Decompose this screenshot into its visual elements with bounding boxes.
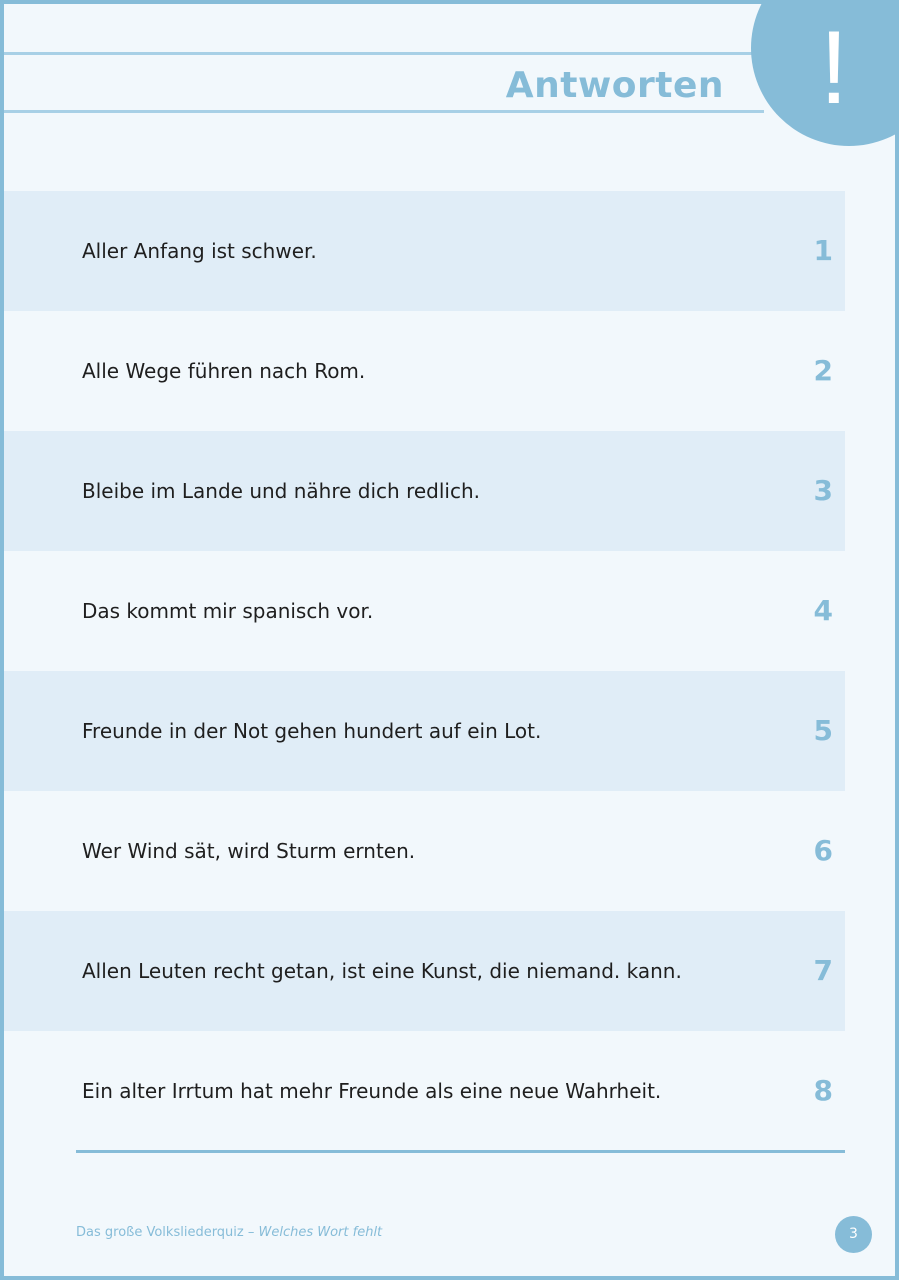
answer-text: Bleibe im Lande und nähre dich redlich. — [82, 479, 480, 503]
answer-row — [4, 1031, 845, 1151]
answer-list — [4, 191, 845, 1151]
answer-row — [4, 311, 845, 431]
header-rule-top — [4, 52, 764, 55]
page-title: Antworten — [505, 65, 724, 106]
answer-row — [4, 551, 845, 671]
answer-row — [4, 431, 845, 551]
answer-text: Wer Wind sät, wird Sturm ernten. — [82, 839, 416, 863]
answer-text: Aller Anfang ist schwer. — [82, 239, 317, 263]
page-number-badge: 3 — [835, 1216, 872, 1253]
answer-text: Alle Wege führen nach Rom. — [82, 359, 366, 383]
answer-number: 5 — [813, 714, 833, 747]
answer-text: Ein alter Irrtum hat mehr Freunde als eine neue Wahrheit. — [82, 1079, 662, 1103]
answer-text: Freunde in der Not gehen hundert auf ein Lot. — [82, 719, 542, 743]
exclamation-icon: ! — [819, 10, 849, 126]
answer-row — [4, 191, 845, 311]
answer-row — [4, 911, 845, 1031]
answer-number: 1 — [813, 234, 833, 267]
answer-text: Allen Leuten recht getan, ist eine Kunst, die niemand. kann. — [82, 959, 682, 983]
footer-book-title: Das große Volksliederquiz – — [76, 1225, 259, 1240]
bottom-rule — [76, 1150, 845, 1153]
answer-text: Das kommt mir spanisch vor. — [82, 599, 374, 623]
answer-number: 7 — [813, 954, 833, 987]
footer-caption — [76, 1225, 382, 1240]
answer-number: 6 — [813, 834, 833, 867]
header-rule-bottom — [4, 110, 764, 113]
answer-number: 3 — [813, 474, 833, 507]
footer-subtitle: Welches Wort fehlt — [258, 1225, 383, 1240]
answer-row — [4, 791, 845, 911]
answer-number: 4 — [813, 594, 833, 627]
answer-row — [4, 671, 845, 791]
answer-number: 8 — [813, 1074, 833, 1107]
answer-number: 2 — [813, 354, 833, 387]
